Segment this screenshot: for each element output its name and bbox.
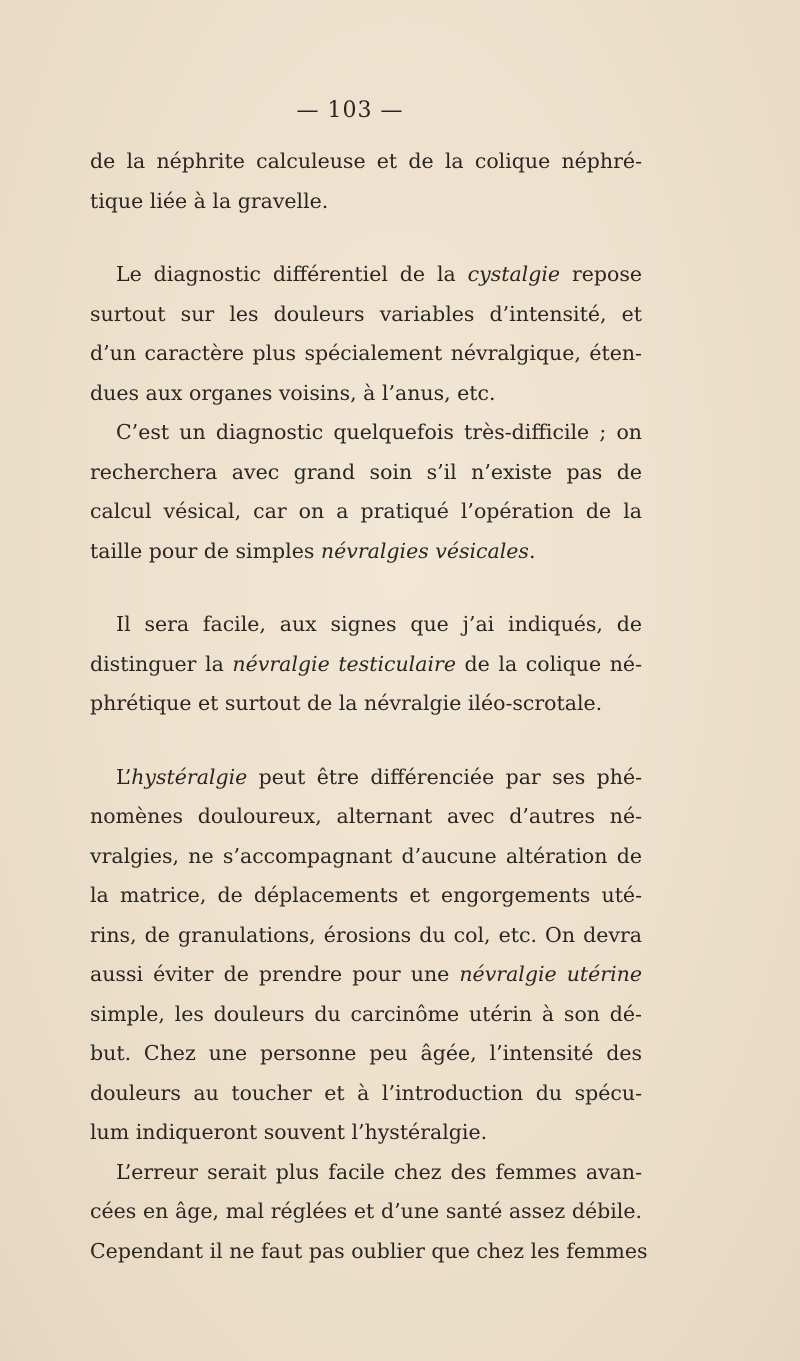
body-text bbox=[90, 142, 648, 1271]
paragraph bbox=[90, 255, 642, 413]
text-line: surtout sur les douleurs variables d’intensité, et bbox=[90, 301, 642, 326]
text-line: lum indiqueront souvent l’hystéralgie. bbox=[90, 1120, 488, 1144]
text-line: calcul vésical, car on a pratiqué l’opération de la bbox=[90, 499, 642, 523]
text-line: distinguer la névralgie testiculaire de la colique né- bbox=[90, 651, 642, 676]
text-line: la matrice, de déplacements et engorgements uté- bbox=[90, 883, 642, 907]
text-line: de la néphrite calculeuse et de la colique néphré- bbox=[90, 149, 642, 173]
paragraph bbox=[90, 1153, 648, 1272]
text-line: nomènes douloureux, alternant avec d’autres né- bbox=[90, 804, 642, 828]
text-line: recherchera avec grand soin s’il n’existe pas de bbox=[90, 459, 642, 484]
text-line: Il sera facile, aux signes que j’ai indiqués, de bbox=[116, 612, 642, 636]
text-line: rins, de granulations, érosions du col, etc. On devra bbox=[90, 922, 642, 947]
text-line: L’hystéralgie peut être différenciée par ses phé- bbox=[116, 764, 642, 789]
paragraph bbox=[90, 758, 642, 1153]
text-line: d’un caractère plus spécialement névralgique, éten- bbox=[90, 341, 642, 365]
text-line: Cependant il ne faut pas oublier que chez les femmes bbox=[90, 1238, 648, 1263]
paragraph bbox=[90, 142, 642, 221]
text-line: Le diagnostic différentiel de la cystalgie repose bbox=[116, 262, 642, 286]
text-line: douleurs au toucher et à l’introduction du spécu- bbox=[90, 1080, 642, 1105]
text-line: taille pour de simples névralgies vésicales. bbox=[90, 538, 536, 563]
paragraph bbox=[90, 413, 642, 571]
text-line: phrétique et surtout de la névralgie iléo-scrotale. bbox=[90, 691, 603, 715]
text-line: aussi éviter de prendre pour une névralgie utérine bbox=[90, 962, 642, 986]
text-line: C’est un diagnostic quelquefois très-difficile ; on bbox=[116, 420, 642, 444]
text-line: but. Chez une personne peu âgée, l’intensité des bbox=[90, 1041, 642, 1065]
text-line: dues aux organes voisins, à l’anus, etc. bbox=[90, 380, 496, 405]
text-line: simple, les douleurs du carcinôme utérin à son dé- bbox=[90, 1001, 642, 1026]
text-line: cées en âge, mal réglées et d’une santé assez débile. bbox=[90, 1199, 642, 1223]
text-line: L’erreur serait plus facile chez des femmes avan- bbox=[116, 1159, 642, 1184]
paragraph bbox=[90, 605, 642, 724]
text-line: vralgies, ne s’accompagnant d’aucune altération de bbox=[90, 843, 642, 868]
text-line: tique liée à la gravelle. bbox=[90, 188, 329, 213]
page-number: — 103 — bbox=[296, 98, 404, 123]
